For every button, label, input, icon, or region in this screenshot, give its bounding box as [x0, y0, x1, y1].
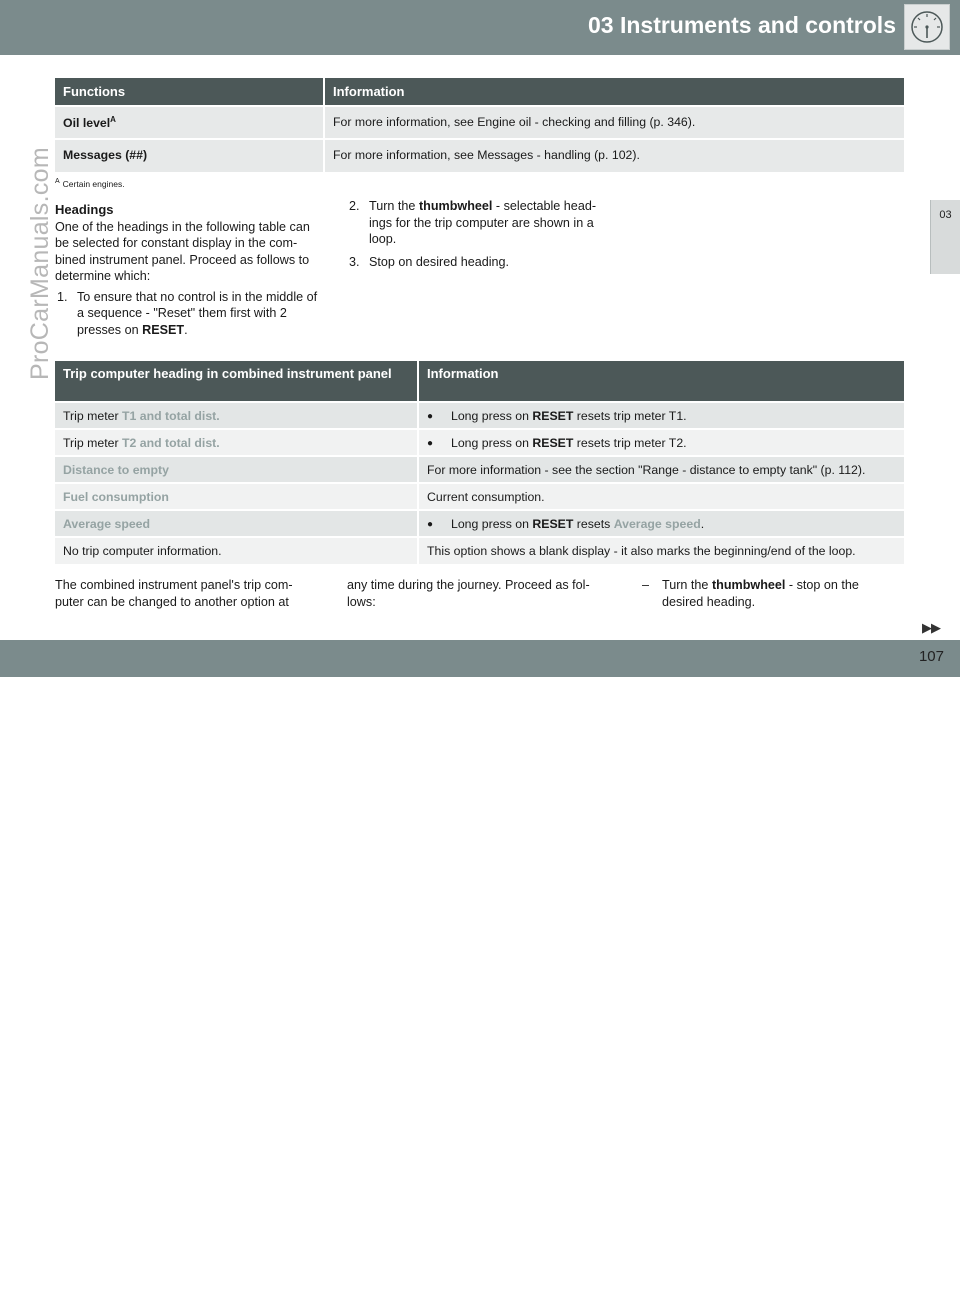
- table-row: [55, 402, 904, 429]
- dash-item: [640, 577, 890, 610]
- heading-highlight: T2 and total dist.: [122, 436, 220, 450]
- info-cell: For more information - see the section "Range - distance to empty tank" (p. 112).: [418, 456, 904, 483]
- step-keyword: RESET: [142, 322, 185, 337]
- info-text-mid: resets: [573, 517, 614, 531]
- text-column-2: [347, 198, 609, 270]
- step-item: [347, 254, 609, 271]
- heading-highlight: Fuel consumption: [63, 490, 169, 504]
- chapter-title: 03 Instruments and controls: [587, 12, 896, 38]
- info-cell: [418, 510, 904, 537]
- body-text: any time during the journey. Proceed as fol-lows:: [347, 578, 590, 609]
- step-number: 1.: [57, 289, 68, 304]
- page-number: 107: [918, 648, 944, 665]
- bullet-icon: ●: [427, 411, 434, 422]
- heading-highlight: Average speed: [63, 517, 151, 531]
- dash-marker: –: [642, 578, 650, 592]
- step-item: [347, 198, 609, 248]
- footer-watermark: carmanualsonline.info: [568, 1284, 823, 1311]
- info-cell: Current consumption.: [418, 483, 904, 510]
- table-row: [55, 456, 904, 483]
- header-bar: [0, 0, 960, 55]
- info-cell: [418, 429, 904, 456]
- chapter-side-tab[interactable]: [930, 200, 960, 274]
- heading-cell: [55, 510, 418, 537]
- footer-bar: [0, 640, 960, 1311]
- section-heading: Headings: [55, 202, 114, 217]
- dash-keyword: thumbwheel: [711, 578, 786, 592]
- heading-highlight: Distance to empty: [63, 463, 169, 477]
- dash-text-end: - stop on the desired heading.: [662, 578, 859, 609]
- step-number: 3.: [349, 254, 360, 269]
- bottom-text-column-1: [55, 577, 317, 610]
- info-keyword: RESET: [532, 436, 574, 450]
- functions-table: [55, 78, 904, 172]
- table-row: [55, 429, 904, 456]
- text-column-1: [55, 202, 320, 338]
- header-functions: Functions: [55, 78, 324, 106]
- step-item: [55, 289, 320, 339]
- info-text: Long press on: [451, 409, 533, 423]
- heading-cell: [55, 402, 418, 429]
- heading-cell: [55, 456, 418, 483]
- watermark-text: ProCarManuals.com: [26, 147, 54, 380]
- footnote-marker: A: [55, 178, 60, 185]
- step-text-end: - selectable head-ings for the trip computer are shown in a loop.: [369, 199, 597, 246]
- info-text: Long press on: [451, 436, 533, 450]
- info-cell: For more information, see Engine oil - checking and filling (p. 346).: [324, 106, 904, 139]
- trip-computer-table: [55, 361, 904, 564]
- step-text: To ensure that no control is in the middle of a sequence - "Reset" them first with 2 presses on: [77, 289, 318, 337]
- bullet-icon: ●: [427, 438, 434, 449]
- dash-text: Turn the: [662, 578, 712, 592]
- chapter-number: 03: [939, 209, 952, 221]
- heading-text: Trip meter: [63, 409, 122, 423]
- heading-highlight: T1 and total dist.: [122, 409, 220, 423]
- table-row: [55, 537, 904, 564]
- speedometer-icon: [904, 4, 950, 50]
- table-row: [55, 483, 904, 510]
- function-name: Oil level: [63, 116, 111, 131]
- header-information: Information: [324, 78, 904, 106]
- info-keyword: RESET: [532, 409, 574, 423]
- info-text-end: resets trip meter T2.: [573, 436, 687, 450]
- info-cell: [418, 402, 904, 429]
- step-text: Stop on desired heading.: [369, 254, 510, 269]
- info-highlight: Average speed: [613, 517, 701, 531]
- table-header-row: [55, 78, 904, 106]
- footnote-marker: A: [110, 115, 116, 124]
- heading-cell: [55, 483, 418, 510]
- heading-cell: [55, 429, 418, 456]
- info-cell: This option shows a blank display - it also marks the beginning/end of the loop.: [418, 537, 904, 564]
- info-text-end: resets trip meter T1.: [573, 409, 687, 423]
- bullet-icon: ●: [427, 519, 434, 530]
- function-cell: Messages (##): [55, 139, 324, 172]
- table-footnote: [55, 178, 125, 189]
- heading-text: Trip meter: [63, 436, 122, 450]
- next-page-arrows-icon[interactable]: ▶▶: [922, 620, 940, 635]
- body-text: The combined instrument panel's trip com-puter can be changed to another option at: [55, 578, 293, 609]
- info-cell: For more information, see Messages - handling (p. 102).: [324, 139, 904, 172]
- table-row: [55, 106, 904, 139]
- step-text: Turn the: [369, 199, 419, 213]
- header-trip-heading: Trip computer heading in combined instrument panel: [55, 361, 418, 402]
- heading-cell: No trip computer information.: [55, 537, 418, 564]
- section-intro: One of the headings in the following table can be selected for constant display in the com-bined instrument panel. Proceed as follows to determine which:: [55, 219, 310, 283]
- table-header-row: [55, 361, 904, 402]
- step-number: 2.: [349, 199, 360, 213]
- info-text: Long press on: [451, 517, 533, 531]
- info-keyword: RESET: [532, 517, 574, 531]
- footnote-text: Certain engines.: [62, 178, 125, 189]
- table-row: [55, 510, 904, 537]
- info-text-end: .: [700, 517, 705, 531]
- bottom-text-column-3: [640, 577, 890, 610]
- step-text-end: .: [184, 322, 188, 337]
- bottom-text-column-2: [347, 577, 609, 610]
- function-cell: [55, 106, 324, 139]
- header-information: Information: [418, 361, 904, 402]
- table-row: [55, 139, 904, 172]
- step-keyword: thumbwheel: [418, 199, 493, 213]
